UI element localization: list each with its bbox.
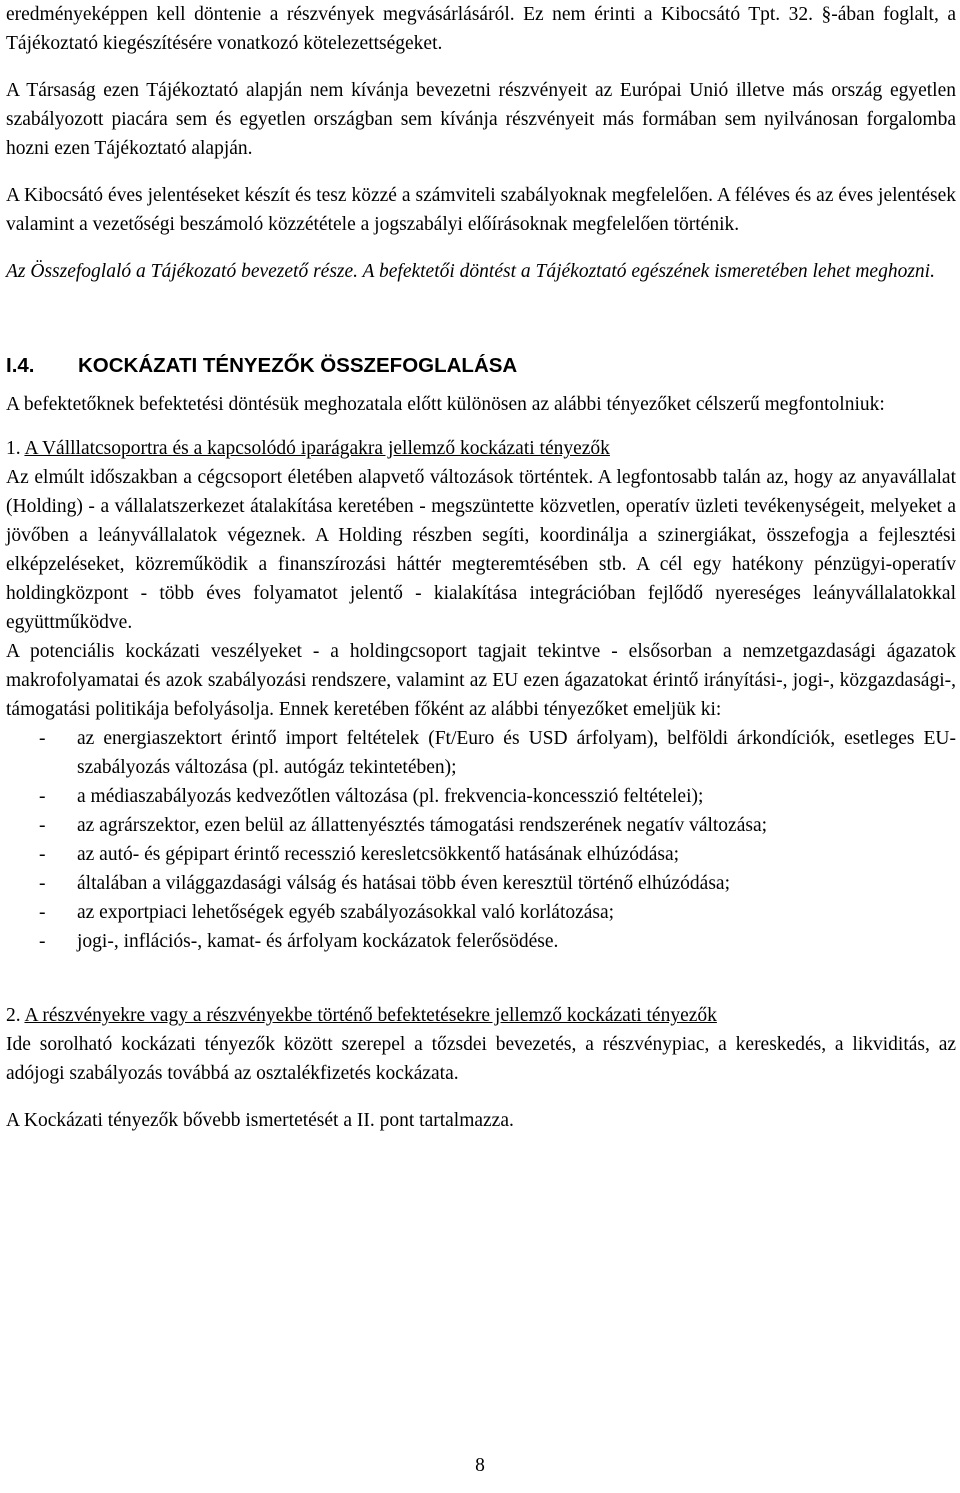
subsection-2-heading [6,1001,956,1030]
subsection-2-number: 2. [6,1005,21,1026]
list-item-text: jogi-, inflációs-, kamat- és árfolyam kockázatok felerősödése. [77,931,559,952]
list-item-text: általában a világgazdasági válság és hatásai több éven keresztül történő elhúzódása; [77,873,730,894]
dash-bullet: - [39,728,46,749]
list-item-text: az energiaszektort érintő import feltételek (Ft/Euro és USD árfolyam), belföldi árkondíciók, esetleges EU-szabályozás változása (pl. autógáz tekintetében); [77,728,956,778]
dash-bullet: - [39,786,46,807]
final-paragraph: A Kockázati tényezők bővebb ismertetését a II. pont tartalmazza. [6,1110,514,1131]
intro-paragraph: eredményeképpen kell döntenie a részvények megvásárlásáról. Ez nem érinti a Kibocsátó Tpt. 32. §-ában foglalt, a Tájékoztató kiegészítésére vonatkozó kötelezettségeket. [6,4,956,54]
list-item [6,811,956,840]
list-item-text: a médiaszabályozás kedvezőtlen változása (pl. frekvencia-koncesszió feltételei); [77,786,704,807]
list-item [6,840,956,869]
investors-paragraph: A befektetőknek befektetési döntésük meghozatala előtt különösen az alábbi tényezőket célszerű megfontolniuk: [6,394,885,415]
page-number: 8 [475,1455,485,1476]
potential-risks-paragraph: A potenciális kockázati veszélyeket - a holdingcsoport tagjait tekintve - elsősorban a nemzetgazdasági ágazatok makrofolyamatai és azok szabályozási rendszere, valamint az EU ezen ágazatokat érintő irányítási-, jogi-, közgazdasági-, támogatási politikája befolyásolja. Ennek keretében főként az alábbi tényezőket emeljük ki: [6,641,956,720]
summary-note-paragraph: Az Összefoglaló a Tájékozató bevezető része. A befektetői döntést a Tájékoztató egészének ismeretében lehet meghozni. [6,261,935,282]
list-item [6,724,956,782]
reports-paragraph: A Kibocsátó éves jelentéseket készít és tesz közzé a számviteli szabályoknak megfelelően. A féléves és az éves jelentések valamint a vezetőségi beszámoló közzététele a jogszabályi előírásoknak megfelelően történik. [6,185,956,235]
list-item-text: az exportpiaci lehetőségek egyéb szabályozásokkal való korlátozása; [77,902,615,923]
dash-bullet: - [39,844,46,865]
share-risks-paragraph: Ide sorolható kockázati tényezők között szerepel a tőzsdei bevezetés, a részvénypiac, a kereskedés, a likviditás, az adójogi szabályozás továbbá az osztalékfizetés kockázata. [6,1034,956,1084]
subsection-2-title: A részvényekre vagy a részvényekbe történő befektetésekre jellemző kockázati tényezők [24,1005,717,1026]
list-item [6,927,956,956]
eu-listing-paragraph: A Társaság ezen Tájékoztató alapján nem kívánja bevezetni részvényeit az Európai Unió illetve más ország egyetlen szabályozott piacára sem és egyetlen országban sem kívánja részvényeit más formában sem nyilvánosan forgalomba hozni ezen Tájékoztató alapján. [6,80,956,159]
list-item-text: az agrárszektor, ezen belül az állattenyésztés támogatási rendszerének negatív változása; [77,815,768,836]
section-title: KOCKÁZATI TÉNYEZŐK ÖSSZEFOGLALÁSA [78,354,518,377]
document-page [6,0,956,1135]
dash-bullet: - [39,902,46,923]
subsection-1-title: A Válllatcsoportra és a kapcsolódó iparágakra jellemző kockázati tényezők [24,438,610,459]
dash-bullet: - [39,873,46,894]
list-item [6,782,956,811]
list-item [6,898,956,927]
group-changes-paragraph: Az elmúlt időszakban a cégcsoport életében alapvető változások történtek. A legfontosabb talán az, hogy az anyavállalat (Holding) - a vállalatszerkezet átalakítása keretében - megszüntette közvetlen, operatív üzleti tevékenységeit, melyeket a jövőben a leányvállalatok végeznek. A Holding részben segíti, koordinálja a szinergiákat, összefogja a fejlesztési elképzeléseket, közreműködik a finanszírozási háttér megteremtésében stb. A cél egy hatékony pénzügyi-operatív holdingközpont - több éves folyamatot jelentő - kialakítása integrációban fejlődő nyereséges leányvállalatokkal együttműködve. [6,467,956,633]
list-item [6,869,956,898]
dash-bullet: - [39,815,46,836]
risk-factor-list [6,724,956,956]
subsection-1-heading [6,434,956,463]
list-item-text: az autó- és gépipart érintő recesszió keresletcsökkentő hatásának elhúzódása; [77,844,680,865]
section-heading [6,354,956,390]
subsection-1-number: 1. [6,438,21,459]
dash-bullet: - [39,931,46,952]
section-number: I.4. [6,354,35,377]
